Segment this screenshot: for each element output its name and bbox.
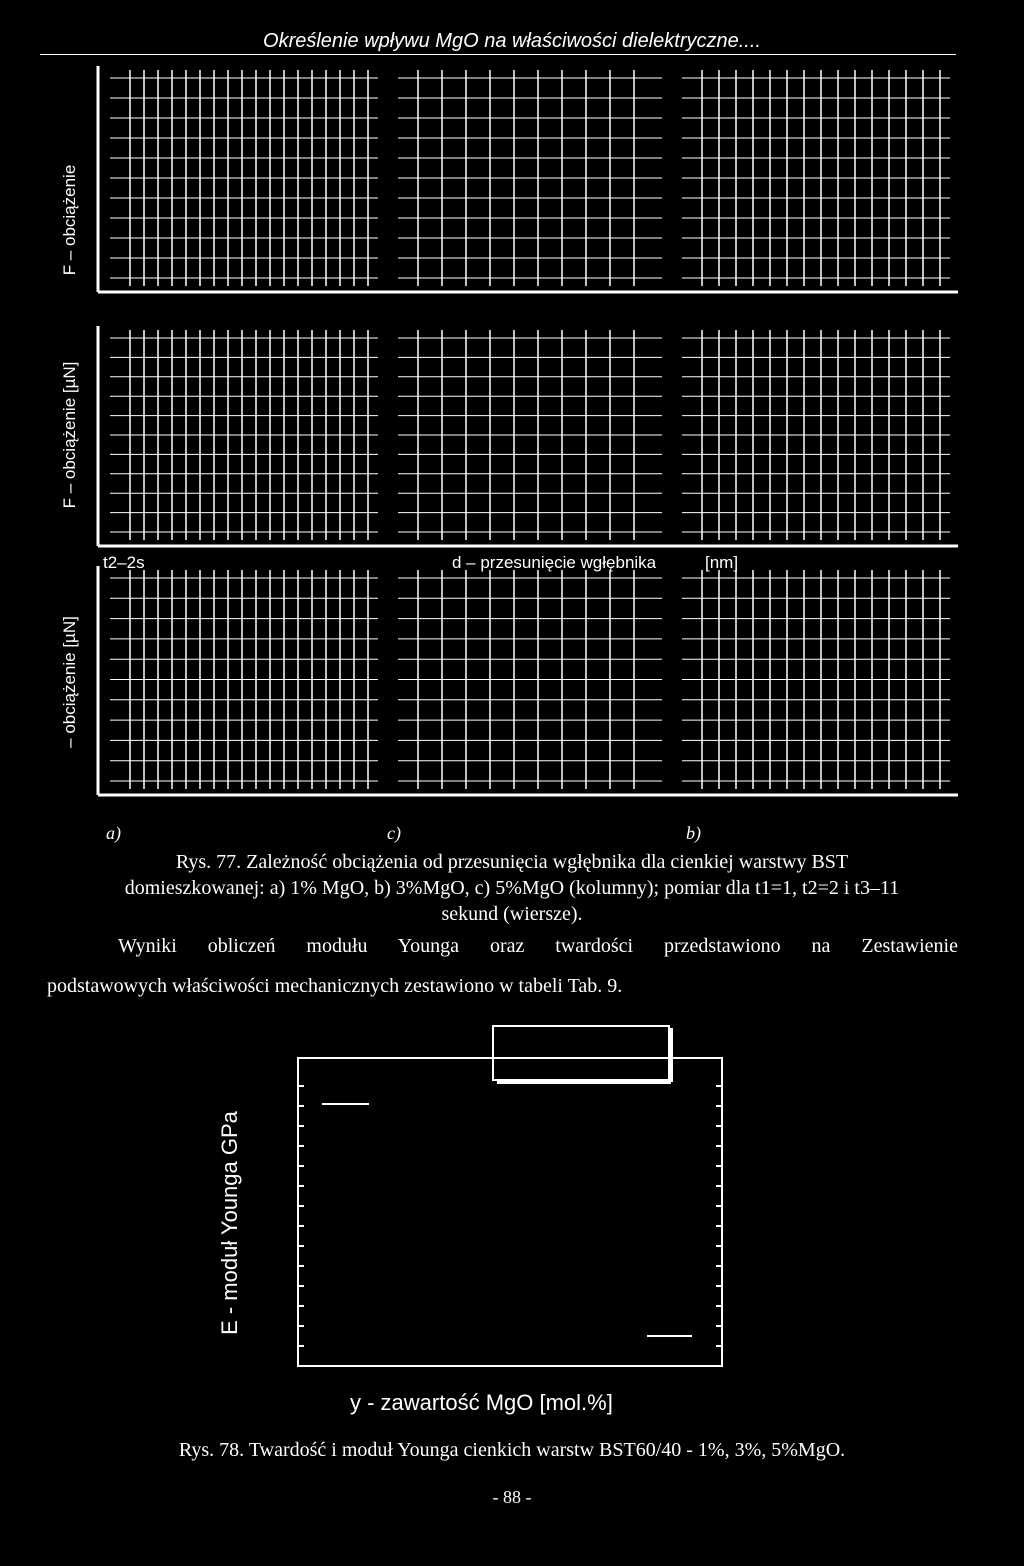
- figure-78-plot: [0, 1020, 1024, 1400]
- figure-78-ylabel: E - moduł Younga GPa: [217, 1111, 242, 1335]
- body-paragraph-line-2: podstawowych właściwości mechanicznych zestawiono w tabeli Tab. 9.: [47, 975, 623, 997]
- figure-78: [0, 1020, 1024, 1400]
- caption-line-3: sekund (wiersze).: [441, 903, 583, 925]
- legend-box: [493, 1026, 669, 1080]
- figure-78-xlabel: y - zawartość MgO [mol.%]: [350, 1390, 613, 1415]
- figure-77-caption: [40, 849, 984, 927]
- column-letter-a: a): [106, 823, 121, 843]
- row-label-3: – obciążenie [µN]: [60, 616, 79, 748]
- caption-line-2: domieszkowanej: a) 1% MgO, b) 3%MgO, c) 5%MgO (kolumny); pomiar dla t1=1, t2=2 i t3–11: [124, 877, 900, 899]
- column-letter-c: c): [387, 823, 401, 843]
- body-paragraph-line-1: Wyniki obliczeń modułu Younga oraz twardości przedstawiono na Zestawienie: [118, 935, 958, 957]
- x-axis-unit: [nm]: [705, 553, 739, 572]
- column-letter-b: b): [686, 823, 701, 843]
- figure-77: [0, 60, 1024, 800]
- figure-78-caption: Rys. 78. Twardość i moduł Younga cienkich warstw BST60/40 - 1%, 3%, 5%MgO.: [178, 1439, 846, 1461]
- header-rule: [40, 54, 956, 55]
- row-label-1: F – obciążenie: [60, 164, 79, 276]
- x-axis-label: d – przesunięcie wgłębnika: [452, 553, 657, 572]
- figure-77-grid-panels: [0, 60, 1024, 800]
- page-number: - 88 -: [492, 1487, 532, 1507]
- row-label-2: F – obciążenie [µN]: [60, 361, 79, 509]
- caption-line-1: Rys. 77. Zależność obciążenia od przesunięcia wgłębnika dla cienkiej warstwy BST: [175, 851, 849, 873]
- running-header: Określenie wpływu MgO na właściwości dielektryczne....: [263, 30, 761, 52]
- t2-label: t2–2s: [103, 553, 145, 572]
